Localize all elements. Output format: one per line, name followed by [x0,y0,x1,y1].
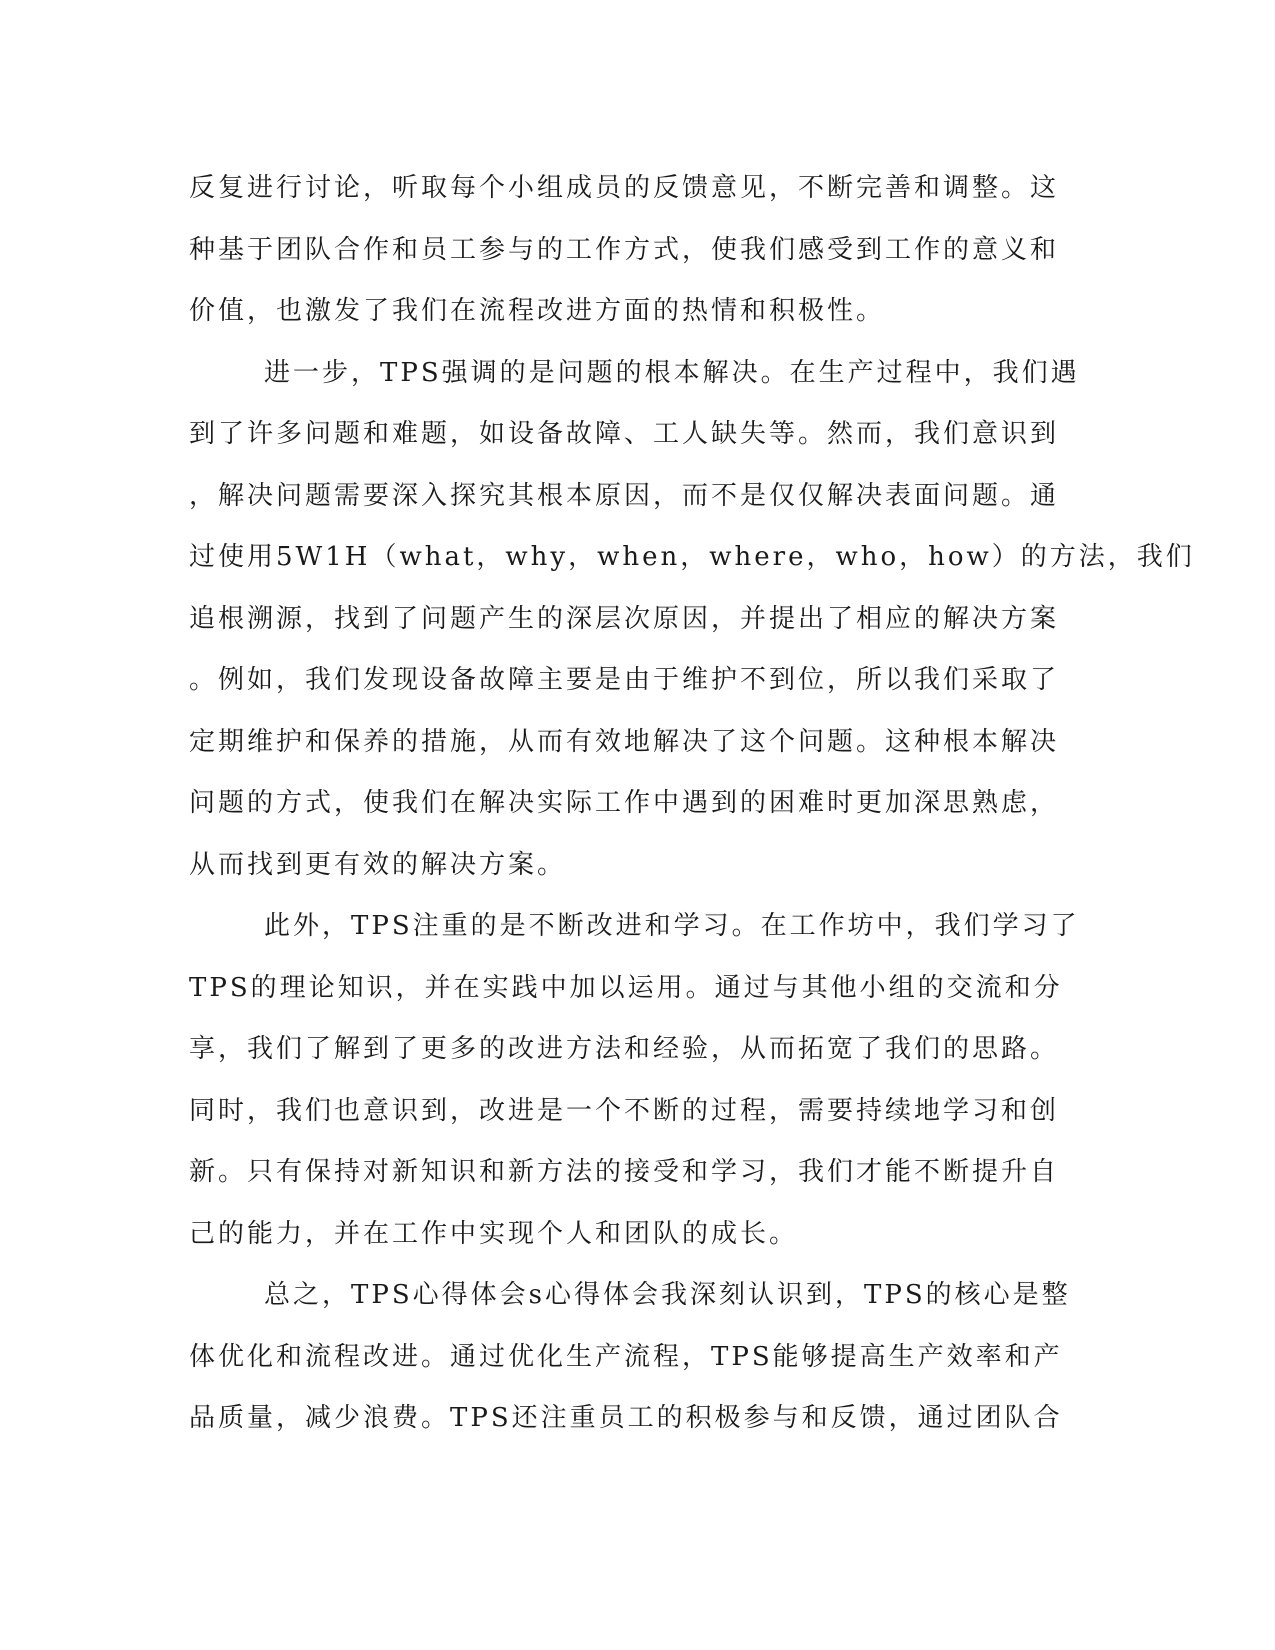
text-line: 体优化和流程改进。通过优化生产流程，TPS能够提高生产效率和产 [189,1341,1063,1372]
text-line: 反复进行讨论，听取每个小组成员的反馈意见，不断完善和调整。这 [189,173,1060,203]
text-line: 从而找到更有效的解决方案。 [189,849,567,880]
text-line: 追根溯源，找到了问题产生的深层次原因，并提出了相应的解决方案 [189,603,1060,634]
text-line: 过使用5W1H（what，why，when，where，who，how）的方法，我们 [189,542,1195,572]
paragraph-start-line: 此外，TPS注重的是不断改进和学习。在工作坊中，我们学习了 [264,911,1080,941]
text-line: TPS的理论知识，并在实践中加以运用。通过与其他小组的交流和分 [189,972,1063,1003]
text-line: 。例如，我们发现设备故障主要是由于维护不到位，所以我们采取了 [189,665,1060,695]
text-line: 问题的方式，使我们在解决实际工作中遇到的困难时更加深思熟虑， [189,788,1060,818]
body-text [189,158,1195,1450]
text-line: 种基于团队合作和员工参与的工作方式，使我们感受到工作的意义和 [189,234,1060,265]
text-line: 新。只有保持对新知识和新方法的接受和学习，我们才能不断提升自 [189,1157,1060,1187]
paragraph-start-line: 进一步，TPS强调的是问题的根本解决。在生产过程中，我们遇 [264,357,1080,388]
text-line: 己的能力，并在工作中实现个人和团队的成长。 [189,1218,799,1249]
text-line: 定期维护和保养的措施，从而有效地解决了这个问题。这种根本解决 [189,726,1060,757]
paragraph-start-line: 总之，TPS心得体会s心得体会我深刻认识到，TPS的核心是整 [264,1280,1071,1310]
text-line: 同时，我们也意识到，改进是一个不断的过程，需要持续地学习和创 [189,1095,1060,1126]
text-line: 价值，也激发了我们在流程改进方面的热情和积极性。 [189,296,886,326]
text-line: 到了许多问题和难题，如设备故障、工人缺失等。然而，我们意识到 [189,419,1060,449]
text-line: ，解决问题需要深入探究其根本原因，而不是仅仅解决表面问题。通 [189,480,1060,511]
text-line: 享，我们了解到了更多的改进方法和经验，从而拓宽了我们的思路。 [189,1034,1060,1064]
text-line: 品质量，减少浪费。TPS还注重员工的积极参与和反馈，通过团队合 [189,1403,1063,1433]
